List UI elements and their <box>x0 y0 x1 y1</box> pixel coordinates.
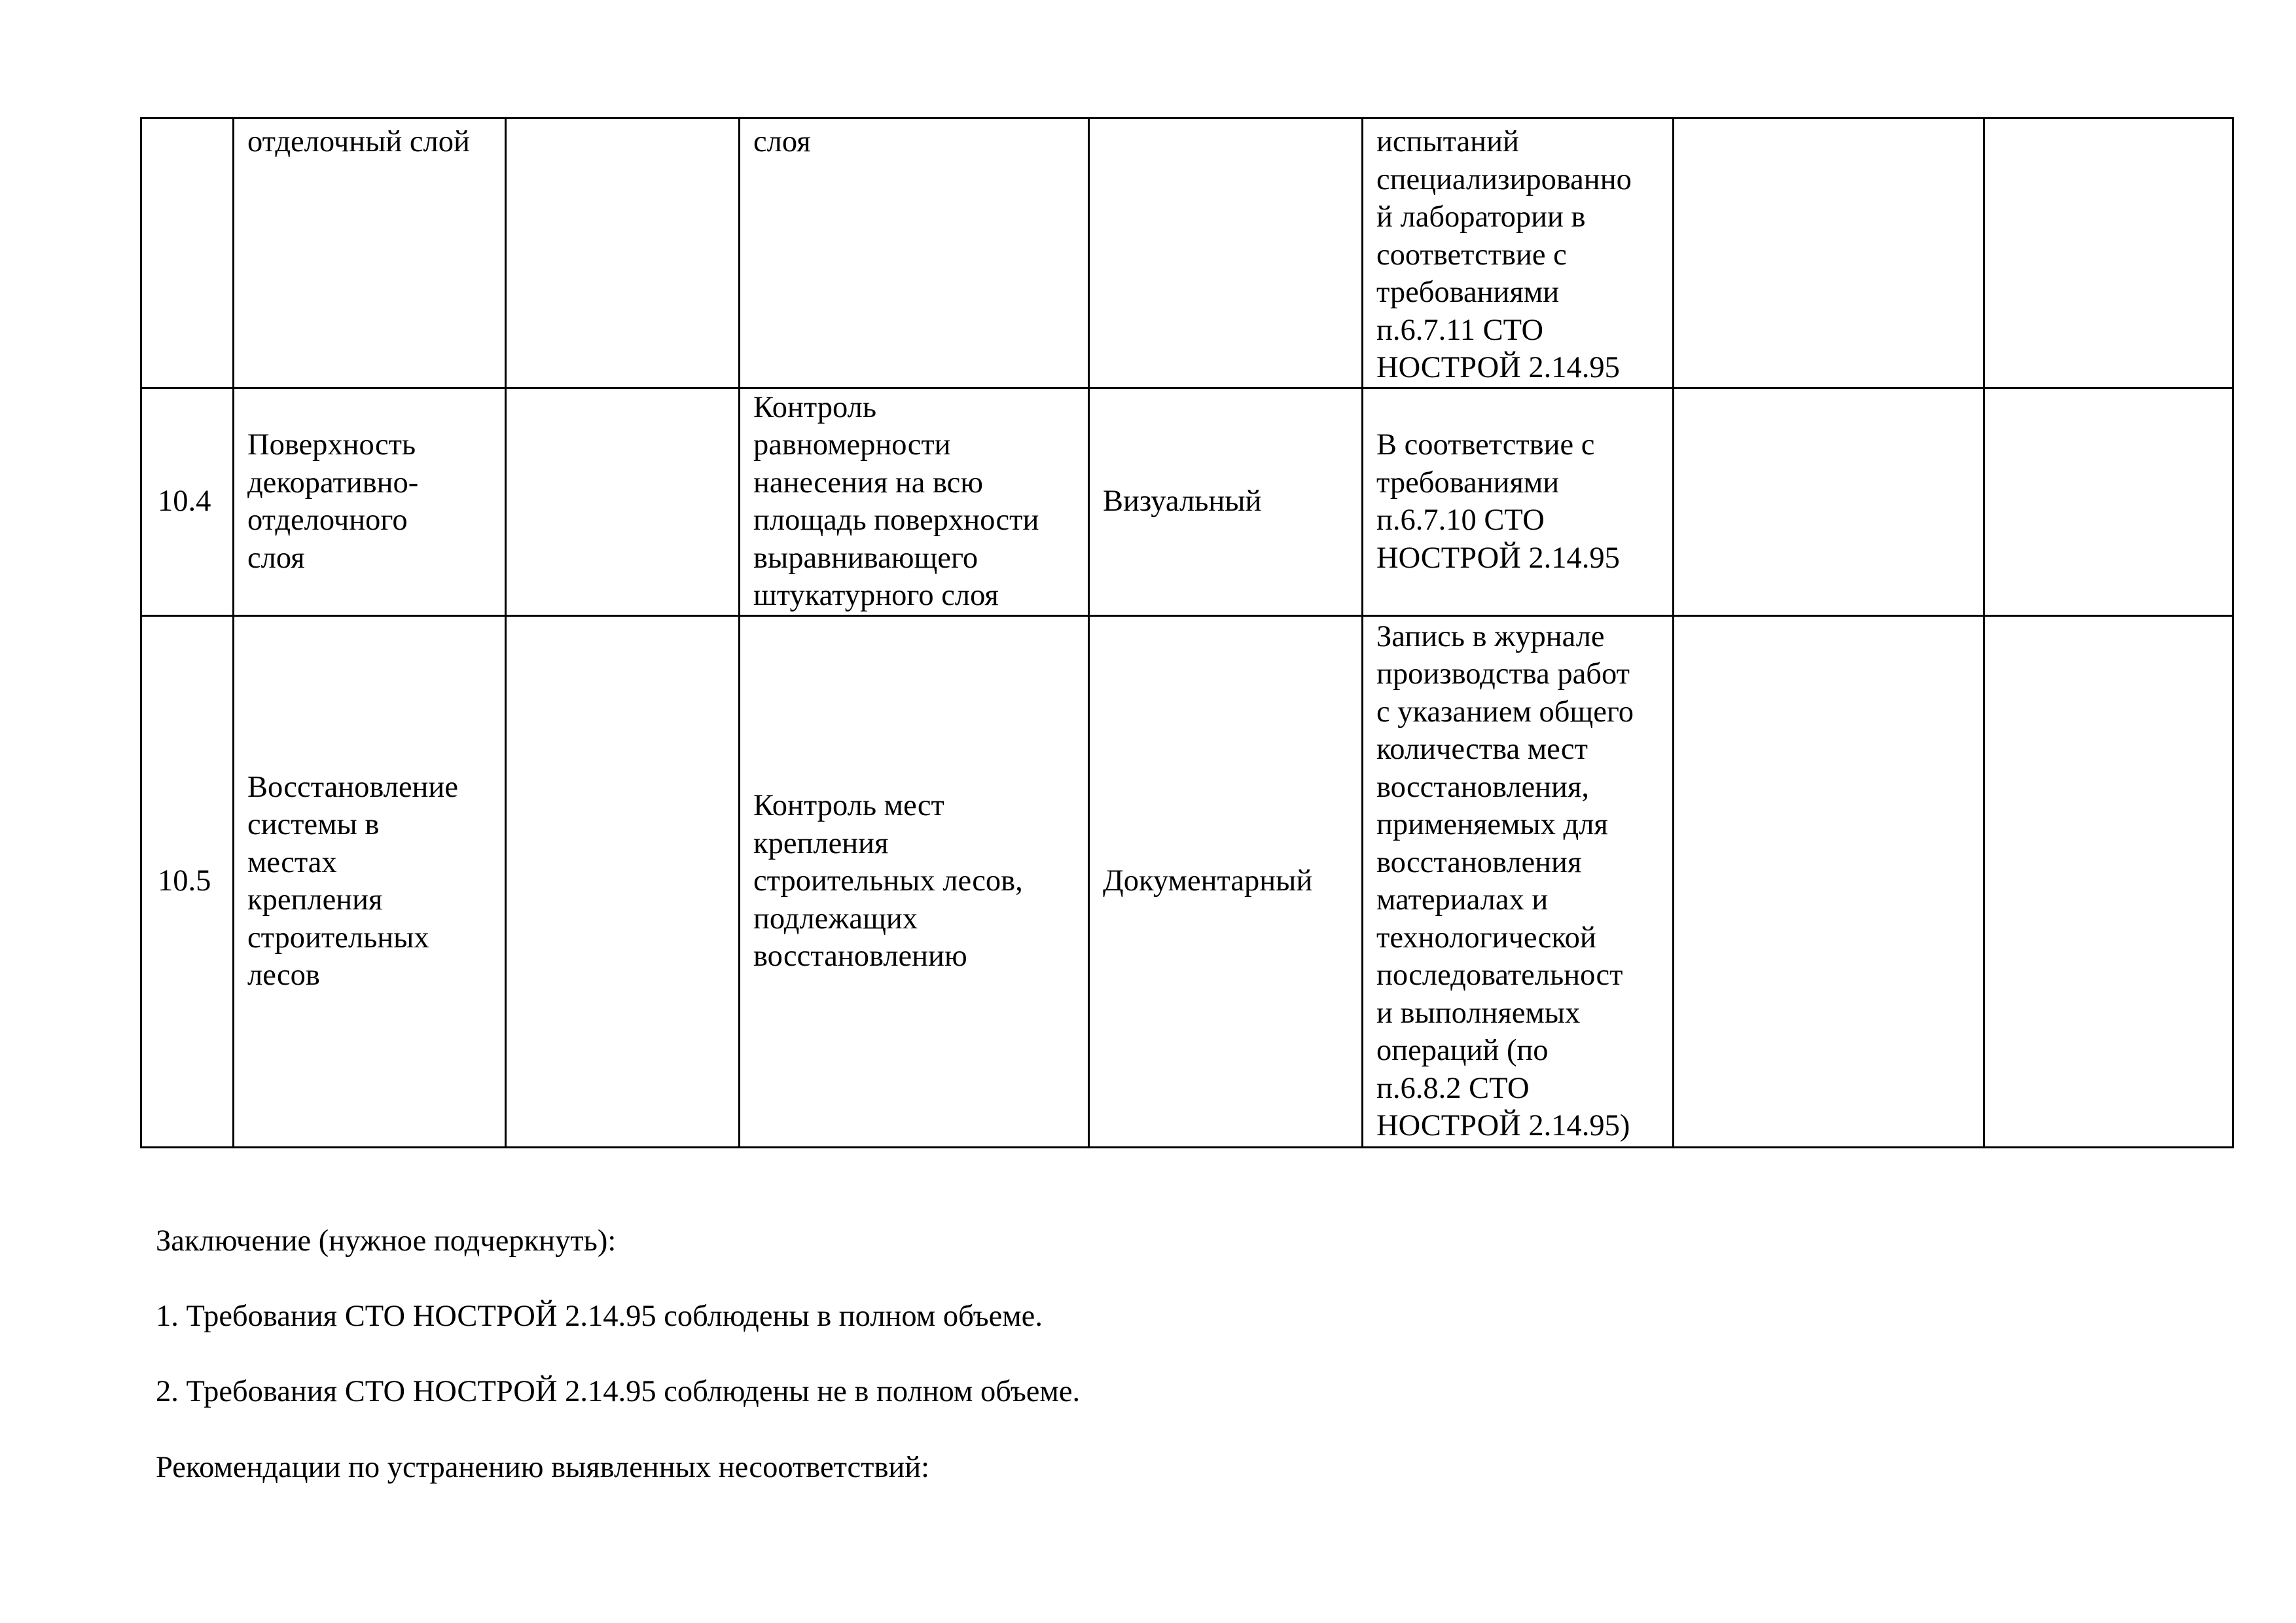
method-text: Документарный <box>1103 864 1313 898</box>
control-cell <box>740 119 1089 388</box>
empty-cell <box>506 119 740 388</box>
control-cell <box>740 615 1089 1147</box>
empty-cell <box>1674 388 1984 615</box>
method-cell <box>1089 119 1363 388</box>
object-text: Поверхность декоративно- отделочного слоя <box>247 428 419 575</box>
control-text: Контроль равномерности нанесения на всю площадь поверхности выравнивающего штукатурного слоя <box>753 390 1039 612</box>
object-cell <box>234 615 506 1147</box>
requirement-cell <box>1363 615 1674 1147</box>
requirement-cell <box>1363 119 1674 388</box>
inspection-table <box>140 117 2234 1148</box>
row-number-cell <box>141 615 234 1147</box>
row-number-cell <box>141 388 234 615</box>
row-number-cell <box>141 119 234 388</box>
method-cell <box>1089 615 1363 1147</box>
control-text: Контроль мест крепления строительных лесов, подлежащих восстановлению <box>753 789 1023 974</box>
empty-cell <box>506 615 740 1147</box>
requirement-cell <box>1363 388 1674 615</box>
empty-cell <box>1984 119 2233 388</box>
table-row <box>141 119 2233 388</box>
requirement-text: испытаний специализированно й лаборатории в соответствие с требованиями п.6.7.11 СТО НОСТРОЙ 2.14.95 <box>1376 125 1632 384</box>
control-text: слоя <box>753 125 811 158</box>
table-row <box>141 615 2233 1147</box>
object-text: отделочный слой <box>247 125 470 158</box>
object-text: Восстановление системы в местах крепления строительных лесов <box>247 770 458 992</box>
requirement-text: Запись в журнале производства работ с указанием общего количества мест восстановления, применяемых для восстановления материалах и технологической последовательност и выполняемых операций (по п.6.8.2 СТО НОСТРОЙ 2.14.95) <box>1376 619 1634 1142</box>
row-number: 10.4 <box>158 484 211 519</box>
requirement-text: В соответствие с требованиями п.6.7.10 СТО НОСТРОЙ 2.14.95 <box>1376 428 1620 575</box>
object-cell <box>234 119 506 388</box>
recommendations-label: Рекомендации по устранению выявленных несоответствий: <box>156 1451 930 1484</box>
empty-cell <box>1674 615 1984 1147</box>
empty-cell <box>506 388 740 615</box>
row-number: 10.5 <box>158 864 211 898</box>
empty-cell <box>1674 119 1984 388</box>
conclusion-option-2: 2. Требования СТО НОСТРОЙ 2.14.95 соблюдены не в полном объеме. <box>156 1375 1081 1408</box>
empty-cell <box>1984 615 2233 1147</box>
control-cell <box>740 388 1089 615</box>
table-row <box>141 388 2233 615</box>
method-cell <box>1089 388 1363 615</box>
conclusion-option-1: 1. Требования СТО НОСТРОЙ 2.14.95 соблюдены в полном объеме. <box>156 1300 1043 1333</box>
empty-cell <box>1984 388 2233 615</box>
method-text: Визуальный <box>1103 484 1262 519</box>
conclusion-title: Заключение (нужное подчеркнуть): <box>156 1224 617 1258</box>
object-cell <box>234 388 506 615</box>
